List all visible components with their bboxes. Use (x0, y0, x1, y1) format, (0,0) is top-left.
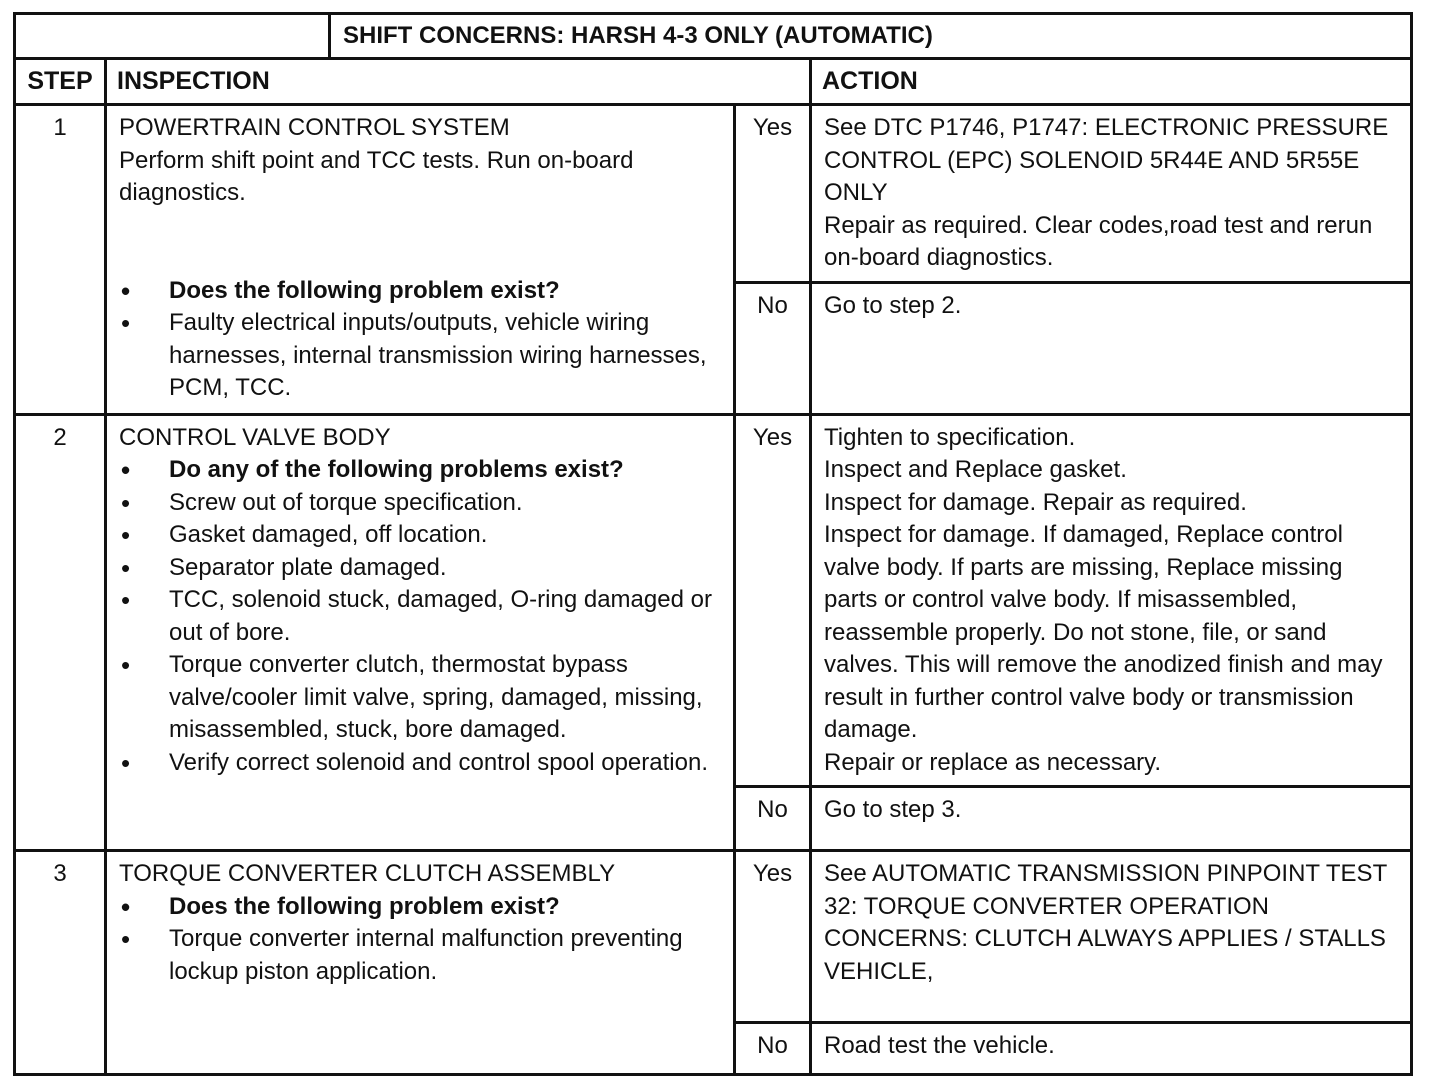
action-line: Inspect for damage. If damaged, Replace control valve body. If parts are missing, Replace missing parts or control valve body. If misassembled, reassemble properly. Do not stone, file, or sand valves. This will remove the anodized finish and may result in further control valve body or transmission damage. (824, 521, 1383, 743)
step-3-yes-row (15, 851, 1412, 1023)
step-heading: TORQUE CONVERTER CLUTCH ASSEMBLY (119, 860, 616, 887)
step-3-yes-action (811, 851, 1412, 1023)
step-2-no-action: Go to step 3. (811, 787, 1412, 851)
diagnostic-table-sheet (13, 12, 1410, 1076)
inspection-header: INSPECTION (106, 59, 811, 105)
step-number: 2 (15, 414, 106, 851)
step-heading: CONTROL VALVE BODY (119, 423, 391, 451)
list-item: • Gasket damaged, off location. (119, 519, 725, 552)
title-blank-cell (15, 14, 330, 59)
step-1-no-action: Go to step 2. (811, 282, 1412, 414)
step-1-inspection (106, 105, 735, 415)
action-line: Inspect and Replace gasket. (824, 456, 1127, 483)
step-2-checklist (119, 454, 725, 779)
action-header: ACTION (811, 59, 1412, 105)
list-item: • Screw out of torque specification. (119, 487, 725, 520)
step-question: • Does the following problem exist? (119, 275, 725, 308)
no-label: No (735, 787, 811, 851)
step-2-inspection (106, 414, 735, 851)
step-1-yes-action (811, 105, 1412, 283)
step-intro: Perform shift point and TCC tests. Run on-board diagnostics. (119, 146, 634, 206)
step-heading: POWERTRAIN CONTROL SYSTEM (119, 114, 510, 141)
step-2-yes-action (811, 414, 1412, 787)
yes-label: Yes (735, 105, 811, 283)
no-label: No (735, 282, 811, 414)
step-number: 1 (15, 105, 106, 415)
action-line: Tighten to specification. (824, 423, 1076, 451)
step-1-yes-row (15, 105, 1412, 283)
no-label: No (735, 1023, 811, 1075)
action-line: Repair or replace as necessary. (824, 748, 1162, 776)
shift-concerns-table (13, 12, 1413, 1076)
step-3-inspection (106, 851, 735, 1075)
step-question: • Does the following problem exist? (119, 891, 725, 924)
list-item: • Torque converter internal malfunction preventing lockup piston application. (119, 923, 725, 988)
list-item: • Torque converter clutch, thermostat bypass valve/cooler limit valve, spring, damaged, missing, misassembled, stuck, bore damaged. (119, 649, 725, 747)
action-line: See DTC P1746, P1747: ELECTRONIC PRESSURE CONTROL (EPC) SOLENOID 5R44E AND 5R55E ONLY (824, 114, 1389, 206)
step-2-yes-row (15, 414, 1412, 787)
action-line: Repair as required. Clear codes,road test and rerun on-board diagnostics. (824, 211, 1373, 271)
step-header: STEP (15, 59, 106, 105)
action-line: See AUTOMATIC TRANSMISSION PINPOINT TEST 32: TORQUE CONVERTER OPERATION CONCERNS: CLUTCH ALWAYS APPLIES / STALLS VEHICLE, (824, 860, 1387, 985)
list-item: • TCC, solenoid stuck, damaged, O-ring damaged or out of bore. (119, 584, 725, 649)
yes-label: Yes (735, 851, 811, 1023)
list-item: • Separator plate damaged. (119, 552, 725, 585)
action-line: Inspect for damage. Repair as required. (824, 488, 1247, 516)
step-3-no-action: Road test the vehicle. (811, 1023, 1412, 1075)
list-item: • Verify correct solenoid and control spool operation. (119, 747, 725, 780)
header-row (15, 59, 1412, 105)
step-number: 3 (15, 851, 106, 1075)
step-question: • Do any of the following problems exist? (119, 454, 725, 487)
step-3-checklist (119, 891, 725, 989)
table-title: SHIFT CONCERNS: HARSH 4-3 ONLY (AUTOMATIC) (330, 14, 1412, 59)
step-1-checklist (119, 275, 725, 405)
yes-label: Yes (735, 414, 811, 787)
title-row (15, 14, 1412, 59)
list-item: • Faulty electrical inputs/outputs, vehicle wiring harnesses, internal transmission wiring harnesses, PCM, TCC. (119, 307, 725, 405)
